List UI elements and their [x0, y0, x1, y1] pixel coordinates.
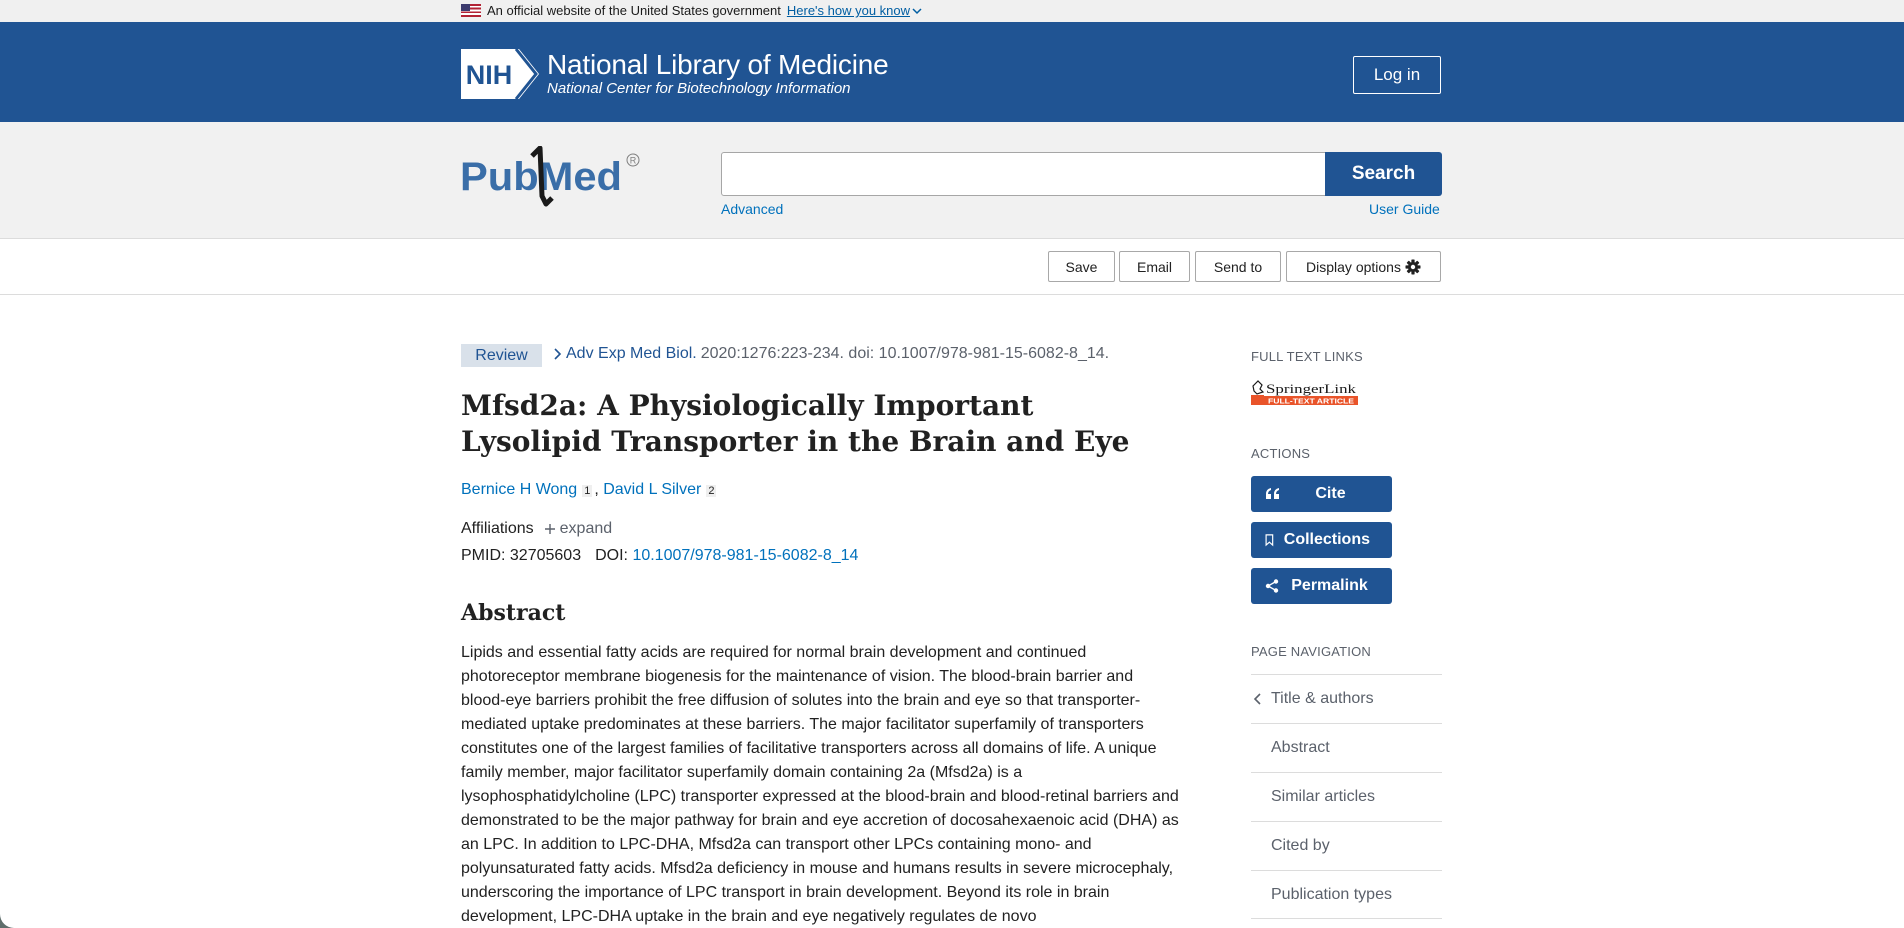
journal-citation [552, 345, 1109, 363]
ncbi-subtitle: National Center for Biotechnology Information [547, 80, 851, 97]
doi [595, 547, 858, 565]
share-icon [1265, 579, 1279, 593]
nav-item-label: Abstract [1271, 739, 1330, 756]
gov-banner [0, 0, 1904, 22]
springer-horse-icon [1253, 381, 1263, 394]
abstract-text: Lipids and essential fatty acids are required for normal brain development and continued photoreceptor membrane biogenesis for the maintenance of vision. The blood-brain barrier and blood-eye barriers prohibit the free diffusion of solutes into the brain and eye so that transporter-mediated uptake predominates at these barriers. The major facilitator superfamily of transporters constitutes one of the largest families of facilitative transporters across all domains of life. A unique family member, major facilitator superfamily domain containing 2a (Mfsd2a) is a lysophosphatidylcholine (LPC) transporter expressed at the blood-brain and blood-retinal barriers and demonstrated to be the major pathway for brain and eye accretion of docosahexaenoic acid (DHA) as an LPC. In addition to LPC-DHA, Mfsd2a can transport other LPCs containing mono- and polyunsaturated fatty acids. Mfsd2a deficiency in mouse and humans results in severe microcephaly, underscoring the importance of LPC transport in brain development. Beyond its role in brain development, LPC-DHA uptake in the brain and eye negatively regulates de novo [461, 644, 1179, 925]
chevron-right-icon [552, 348, 562, 360]
nav-item-label: Similar articles [1271, 788, 1376, 805]
display-options-button[interactable] [1286, 251, 1441, 282]
citation-details: 2020:1276:223-234. doi: 10.1007/978-981-15-6082-8_14. [700, 345, 1110, 362]
author-link[interactable]: Bernice H Wong [461, 481, 578, 498]
search-region [0, 122, 1904, 239]
springerlink-tag: FULL-TEXT ARTICLE [1268, 398, 1355, 406]
identifiers-row [461, 547, 858, 565]
chevron-down-icon [912, 7, 922, 15]
chevron-left-icon [1253, 692, 1263, 706]
heres-how-you-know-link[interactable] [787, 3, 922, 18]
display-options-label: Display options [1306, 258, 1401, 275]
user-guide-link[interactable]: User Guide [1369, 201, 1440, 217]
nih-badge-text: NIH [465, 60, 513, 90]
nlm-logo-link[interactable] [461, 49, 888, 99]
pubmed-logo-text: PubMed [460, 155, 622, 199]
author-separator: , [594, 481, 604, 498]
nlm-title: National Library of Medicine [547, 49, 889, 80]
nav-item-label: Cited by [1271, 837, 1330, 854]
svg-text:R: R [629, 155, 637, 166]
page-navigation-heading: PAGE NAVIGATION [1251, 644, 1372, 659]
affiliations-row [461, 520, 612, 538]
send-to-button[interactable]: Send to [1195, 251, 1281, 282]
nav-item-label: Title & authors [1271, 690, 1374, 707]
search-input[interactable] [721, 152, 1326, 196]
nih-logo-icon [461, 49, 539, 99]
advanced-search-link[interactable]: Advanced [721, 201, 784, 217]
pmid-label: PMID: [461, 547, 506, 564]
nav-item-similar-articles[interactable] [1251, 772, 1442, 821]
expand-affiliations-button[interactable] [544, 520, 613, 538]
author-link[interactable]: David L Silver [603, 481, 702, 498]
login-button[interactable]: Log in [1353, 56, 1441, 94]
nih-header [0, 22, 1904, 122]
save-button[interactable]: Save [1048, 251, 1115, 282]
affiliation-number[interactable]: 1 [584, 485, 591, 497]
pmid [461, 547, 581, 565]
expand-label: expand [559, 520, 613, 537]
us-flag-icon [461, 4, 481, 17]
abstract-heading: Abstract [461, 600, 566, 626]
full-text-links-heading: FULL TEXT LINKS [1251, 349, 1363, 364]
heres-how-you-know-label: Here's how you know [786, 3, 911, 18]
doi-link[interactable]: 10.1007/978-981-15-6082-8_14 [632, 547, 859, 564]
email-button[interactable]: Email [1119, 251, 1190, 282]
plus-icon [544, 523, 556, 535]
bookmark-icon [1265, 532, 1274, 548]
cite-button[interactable] [1251, 476, 1392, 512]
nav-item-title-authors[interactable] [1251, 674, 1442, 723]
nav-item-label: Publication types [1271, 885, 1392, 903]
pmid-value: 32705603 [509, 547, 582, 564]
cite-label: Cite [1315, 485, 1346, 502]
permalink-button[interactable] [1251, 568, 1392, 604]
article-toolbar [0, 239, 1904, 295]
article-title: Mfsd2a: A Physiologically Important Lysolipid Transporter in the Brain and Eye [461, 389, 1130, 458]
journal-link[interactable]: Adv Exp Med Biol. [566, 345, 697, 362]
springerlink-full-text-link[interactable] [1251, 380, 1358, 406]
nav-item-publication-types[interactable] [1251, 870, 1442, 919]
permalink-label: Permalink [1291, 577, 1368, 594]
gear-icon [1405, 259, 1421, 275]
publication-type-badge: Review [461, 344, 542, 367]
affiliation-number[interactable]: 2 [708, 485, 715, 497]
nav-item-abstract[interactable] [1251, 723, 1442, 772]
pubmed-logo[interactable] [460, 146, 642, 210]
nav-item-cited-by[interactable] [1251, 821, 1442, 870]
springerlink-name: SpringerLink [1266, 381, 1357, 396]
affiliations-label: Affiliations [461, 520, 534, 537]
quote-icon [1265, 487, 1281, 501]
actions-heading: ACTIONS [1251, 446, 1311, 461]
gov-banner-text: An official website of the United States government [487, 3, 781, 18]
collections-button[interactable] [1251, 522, 1392, 558]
author-list [461, 481, 718, 499]
search-button[interactable]: Search [1325, 152, 1442, 196]
window-corner [0, 912, 20, 928]
collections-label: Collections [1283, 531, 1370, 548]
doi-label: DOI: [595, 547, 628, 564]
page-navigation-list [1251, 674, 1442, 919]
